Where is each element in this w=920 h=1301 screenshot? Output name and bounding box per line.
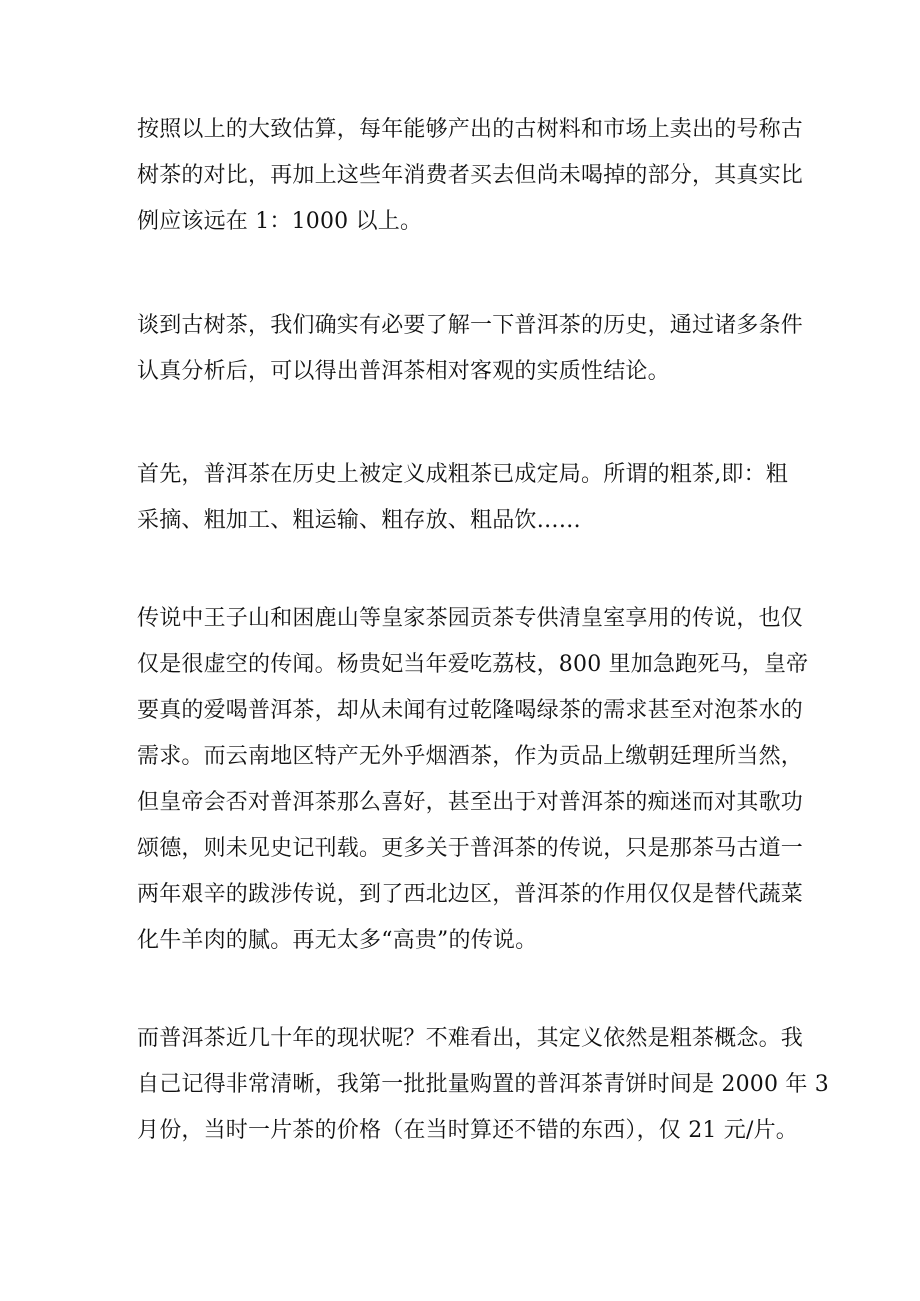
text-line: 颂德，则未见史记刊载。更多关于普洱茶的传说，只是那茶马古道一 <box>137 836 804 861</box>
text-line: 按照以上的大致估算，每年能够产出的古树料和市场上卖出的号称古 <box>137 117 804 142</box>
text-line: 仅是很虚空的传闻。杨贵妃当年爱吃荔枝，800 里加急跑死马，皇帝 <box>137 652 809 677</box>
text-line: 树茶的对比，再加上这些年消费者买去但尚未喝掉的部分，其真实比 <box>137 163 804 188</box>
text-line: 化牛羊肉的腻。再无太多“高贵”的传说。 <box>137 928 538 953</box>
text-line: 月份，当时一片茶的价格（在当时算还不错的东西），仅 21 元/片。 <box>137 1118 798 1143</box>
text-line: 需求。而云南地区特产无外乎烟酒茶，作为贡品上缴朝廷理所当然， <box>137 744 804 769</box>
paragraph-coarse-tea-definition <box>137 452 797 544</box>
paragraph-puer-history-intro <box>137 303 804 395</box>
text-line: 两年艰辛的跋涉传说，到了西北边区，普洱茶的作用仅仅是替代蔬菜 <box>137 882 804 907</box>
text-line: 自己记得非常清晰，我第一批批量购置的普洱茶青饼时间是 2000 年 3 <box>137 1072 829 1097</box>
paragraph-tribute-tea-legend <box>137 596 809 964</box>
text-line: 认真分析后，可以得出普洱茶相对客观的实质性结论。 <box>137 359 670 384</box>
text-line: 谈到古树茶，我们确实有必要了解一下普洱茶的历史，通过诸多条件 <box>137 313 804 338</box>
text-line: 但皇帝会否对普洱茶那么喜好，甚至出于对普洱茶的痴迷而对其歌功 <box>137 790 804 815</box>
text-line: 例应该远在 1：1000 以上。 <box>137 209 423 234</box>
paragraph-ancient-tree-ratio <box>137 107 804 245</box>
text-line: 采摘、粗加工、粗运输、粗存放、粗品饮…… <box>137 508 582 533</box>
text-line: 首先，普洱茶在历史上被定义成粗茶已成定局。所谓的粗茶,即：粗 <box>137 462 788 487</box>
text-line: 而普洱茶近几十年的现状呢？不难看出，其定义依然是粗茶概念。我 <box>137 1026 804 1051</box>
text-line: 要真的爱喝普洱茶，却从未闻有过乾隆喝绿茶的需求甚至对泡茶水的 <box>137 698 804 723</box>
text-line: 传说中王子山和困鹿山等皇家茶园贡茶专供清皇室享用的传说，也仅 <box>137 606 804 631</box>
paragraph-modern-puer-status <box>137 1016 829 1154</box>
